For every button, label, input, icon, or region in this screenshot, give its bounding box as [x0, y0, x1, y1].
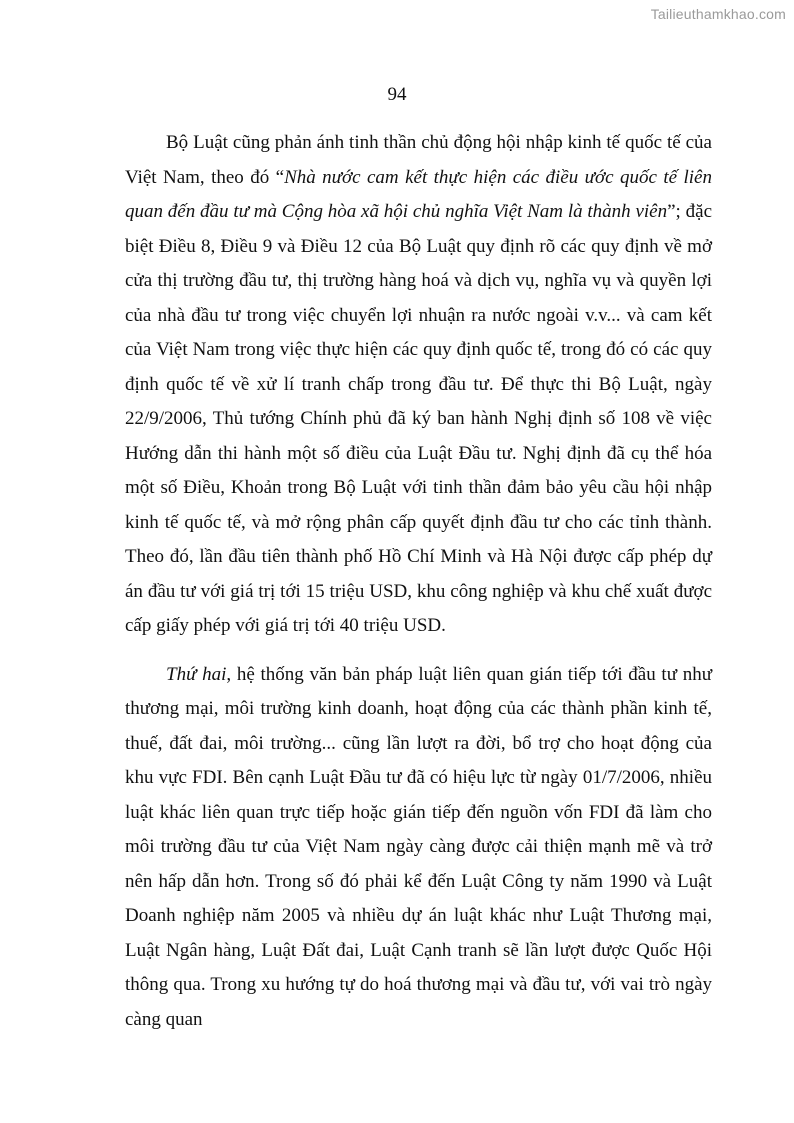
page-number: 94 [387, 84, 407, 105]
paragraph-1-segment-3: ”; đặc biệt Điều 8, Điều 9 và Điều 12 của Bộ Luật quy định rõ các quy định về mở cửa thị trường đầu tư, thị trường hàng hoá và dịch vụ, nghĩa vụ và quyền lợi của nhà đầu tư trong việc chuyển lợi nhuận ra nước ngoài v.v... và cam kết của Việt Nam trong việc thực hiện các quy định quốc tế, trong đó có các quy định quốc tế về xử lí tranh chấp trong đầu tư. Để thực thi Bộ Luật, ngày 22/9/2006, Thủ tướng Chính phủ đã ký ban hành Nghị định số 108 về việc Hướng dẫn thi hành một số điều của Luật Đầu tư. Nghị định đã cụ thể hóa một số Điều, Khoản trong Bộ Luật với tinh thần đảm bảo yêu cầu hội nhập kinh tế quốc tế, và mở rộng phân cấp quyết định đầu tư cho các tỉnh thành. Theo đó, lần đầu tiên thành phố Hồ Chí Minh và Hà Nội được cấp phép dự án đầu tư với giá trị tới 15 triệu USD, khu công nghiệp và khu chế xuất được cấp giấy phép với giá trị tới 40 triệu USD. [125, 201, 712, 636]
paragraph-1-quote: Nhà nước cam kết thực hiện các điều ước quốc tế liên quan đến đầu tư mà Cộng hòa xã hội chủ nghĩa Việt Nam là thành viên [125, 166, 712, 222]
paragraph-1 [125, 126, 712, 644]
paragraph-1-segment-1: Bộ Luật cũng phản ánh tinh thần chủ động hội nhập kinh tế quốc tế của Việt Nam, theo đó “ [125, 132, 712, 188]
watermark: Tailieuthamkhao.com [650, 6, 786, 22]
paragraph-2-segment-2: , hệ thống văn bản pháp luật liên quan gián tiếp tới đầu tư như thương mại, môi trường kinh doanh, hoạt động của các thành phần kinh tế, thuế, đất đai, môi trường... cũng lần lượt ra đời, bổ trợ cho hoạt động của khu vực FDI. Bên cạnh Luật Đầu tư đã có hiệu lực từ ngày 01/7/2006, nhiều luật khác liên quan trực tiếp hoặc gián tiếp đến nguồn vốn FDI đã làm cho môi trường đầu tư của Việt Nam ngày càng được cải thiện mạnh mẽ và trở nên hấp dẫn hơn. Trong số đó phải kể đến Luật Công ty năm 1990 và Luật Doanh nghiệp năm 2005 và nhiều dự án luật khác như Luật Thương mại, Luật Ngân hàng, Luật Đất đai, Luật Cạnh tranh sẽ lần lượt được Quốc Hội thông qua. Trong xu hướng tự do hoá thương mại và đầu tư, với vai trò ngày càng quan [125, 663, 712, 1030]
paragraph-2 [125, 658, 712, 1038]
document-body [125, 126, 712, 1037]
paragraph-2-lead: Thứ hai [166, 663, 227, 685]
